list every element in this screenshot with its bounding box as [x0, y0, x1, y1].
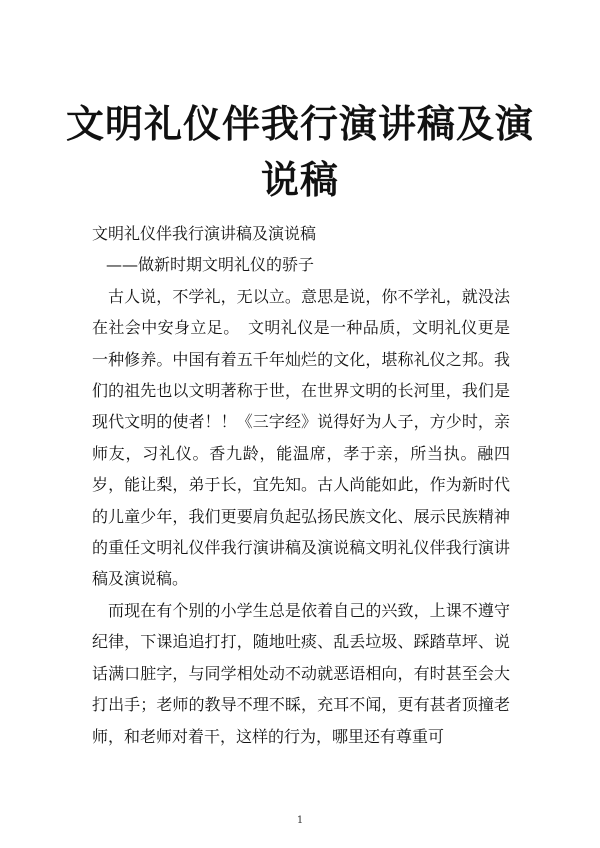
page-number: 1: [296, 815, 304, 826]
heading-line: 文明礼仪伴我行演讲稿及演说稿: [92, 224, 317, 243]
document-title: 文明礼仪伴我行演讲稿及演说稿: [65, 101, 534, 202]
paragraph: 古人说，不学礼，无以立。意思是说，你不学礼，就没法在社会中安身立足。 文明礼仪是一种品质，文明礼仪更是一种修养。中国有着五千年灿烂的文化，堪称礼仪之邦。我们的祖先也以文明著称于世，在世界文明的长河里，我们是现代文明的使者！！《三字经》说得好为人子，方少时，亲师友，习礼仪。香九龄，能温席，孝于亲，所当执。融四岁，能让梨，弟于长，宜先知。古人尚能如此，作为新时代的儿童少年，我们更要肩负起弘扬民族文化、展示民族精神的重任文明礼仪伴我行演讲稿及演说稿文明礼仪伴我行演讲稿及演说稿。: [92, 286, 510, 589]
document-body: [92, 218, 510, 752]
paragraph: 而现在有个别的小学生总是依着自己的兴致，上课不遵守纪律，下课追追打打，随地吐痰、乱丢垃圾、踩踏草坪、说话满口脏字，与同学相处动不动就恶语相向，有时甚至会大打出手；老师的教导不理不睬，充耳不闻，更有甚者顶撞老师，和老师对着干，这样的行为，哪里还有尊重可: [92, 600, 510, 746]
document-subtitle: ——做新时期文明礼仪的骄子: [106, 255, 315, 275]
